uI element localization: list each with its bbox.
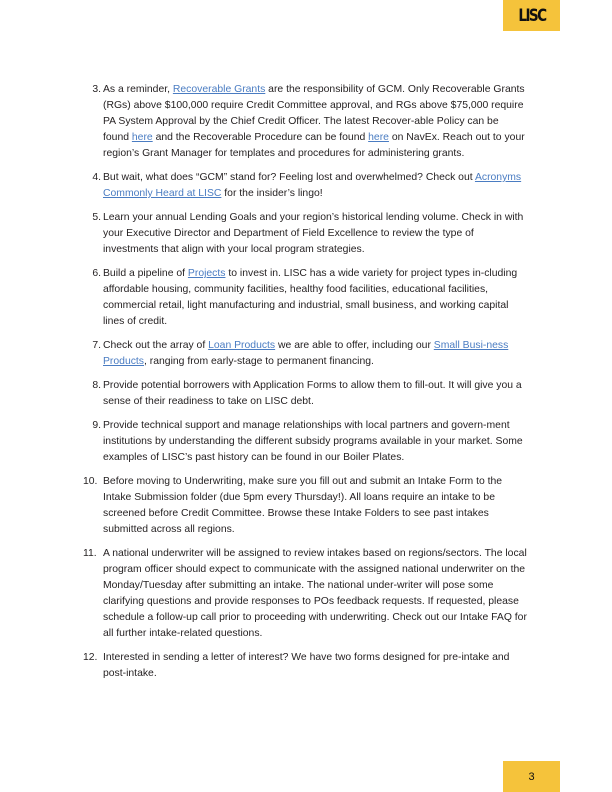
list-item [83, 546, 527, 642]
list-item [92, 210, 527, 258]
body-text: Interested in sending a letter of interest? We have two forms designed for pre-intake and post-intake. [103, 652, 510, 679]
body-text: and the Recoverable Procedure can be found [152, 132, 369, 143]
body-text: But wait, what does “GCM” stand for? Feeling lost and overwhelmed? Check out [103, 172, 475, 183]
list-item [83, 650, 527, 682]
inline-link[interactable]: Acronyms Commonly Heard at LISC [103, 172, 522, 199]
inline-link[interactable]: Projects [187, 268, 226, 279]
list-item [92, 418, 527, 466]
numbered-list [0, 82, 527, 690]
page-number-box [503, 761, 560, 792]
list-item-number: 12. [83, 652, 98, 663]
list-item [92, 170, 527, 202]
list-item [83, 474, 527, 538]
inline-link[interactable]: here [131, 132, 153, 143]
list-item [92, 266, 527, 330]
inline-link[interactable]: Loan Products [208, 340, 276, 351]
body-text: , ranging from early-stage to permanent financing. [144, 356, 374, 367]
body-text: for the insider’s lingo! [221, 188, 323, 199]
body-text: we are able to offer, including our [275, 340, 434, 351]
list-item [92, 378, 527, 410]
body-text: Learn your annual Lending Goals and your region’s historical lending volume. Check in with your Executive Director and Department of Field Excellence to review the type of investments that align with your local program strategies. [103, 212, 524, 255]
body-text: A national underwriter will be assigned to review intakes based on regions/sectors. The local program officer should expect to communicate with the assigned national underwriter on the Monday/Tuesday after submitting an intake. The national under-writer will pose some clarifying questions and provide responses to POs feedback requests. If requested, please schedule a follow-up call prior to proceeding with underwriting. Check out our Intake FAQ for all further intake-related questions. [103, 548, 527, 639]
list-item-number: 4. [92, 172, 101, 183]
inline-link[interactable]: Recoverable Grants [172, 84, 266, 95]
body-text: Check out the array of [103, 340, 209, 351]
list-item-number: 3. [92, 84, 101, 95]
list-item-number: 5. [92, 212, 101, 223]
list-item-number: 6. [92, 268, 101, 279]
body-text: As a reminder, [103, 84, 173, 95]
body-text: Provide technical support and manage relationships with local partners and govern-ment institutions by understanding the different subsidy programs available in your market. Some examples of LISC’s past history can be found in our Boiler Plates. [103, 420, 523, 463]
list-item-number: 7. [92, 340, 101, 351]
list-item [92, 338, 527, 370]
logo-text: LISC [517, 5, 546, 26]
list-item-number: 8. [92, 380, 101, 391]
body-text: to invest in. LISC has a wide variety for project types in-cluding affordable housing, community facilities, healthy food facilities, educational facilities, commercial retail, light manufacturing and industrial, small business, and working capital lines of credit. [103, 268, 518, 327]
list-item-number: 9. [92, 420, 101, 431]
inline-link[interactable]: here [368, 132, 389, 143]
list-item-number: 10. [83, 476, 98, 487]
body-text: Provide potential borrowers with Application Forms to allow them to fill-out. It will give you a sense of their readiness to take on LISC debt. [103, 380, 522, 407]
list-item [92, 82, 527, 162]
page-number: 3 [528, 770, 535, 783]
body-text: Before moving to Underwriting, make sure you fill out and submit an Intake Form to the Intake Submission folder (due 5pm every Thursday!). All loans require an intake to be screened before Credit Committee. Browse these Intake Folders to see past intakes submitted across all regions. [103, 476, 503, 535]
list-item-number: 11. [83, 548, 97, 559]
body-text: Build a pipeline of [103, 268, 188, 279]
body-text: are the responsibility of GCM. Only Recoverable Grants (RGs) above $100,000 require Credit Committee approval, and RGs above $75,000 require PA System Approval by the Chief Credit Officer. The latest Recover-able Policy can be found [103, 84, 525, 143]
body-text: on NavEx. Reach out to your region’s Grant Manager for templates and procedures for administering grants. [103, 132, 525, 159]
lisc-logo [503, 0, 560, 31]
inline-link[interactable]: Small Busi-ness Products [103, 340, 509, 367]
